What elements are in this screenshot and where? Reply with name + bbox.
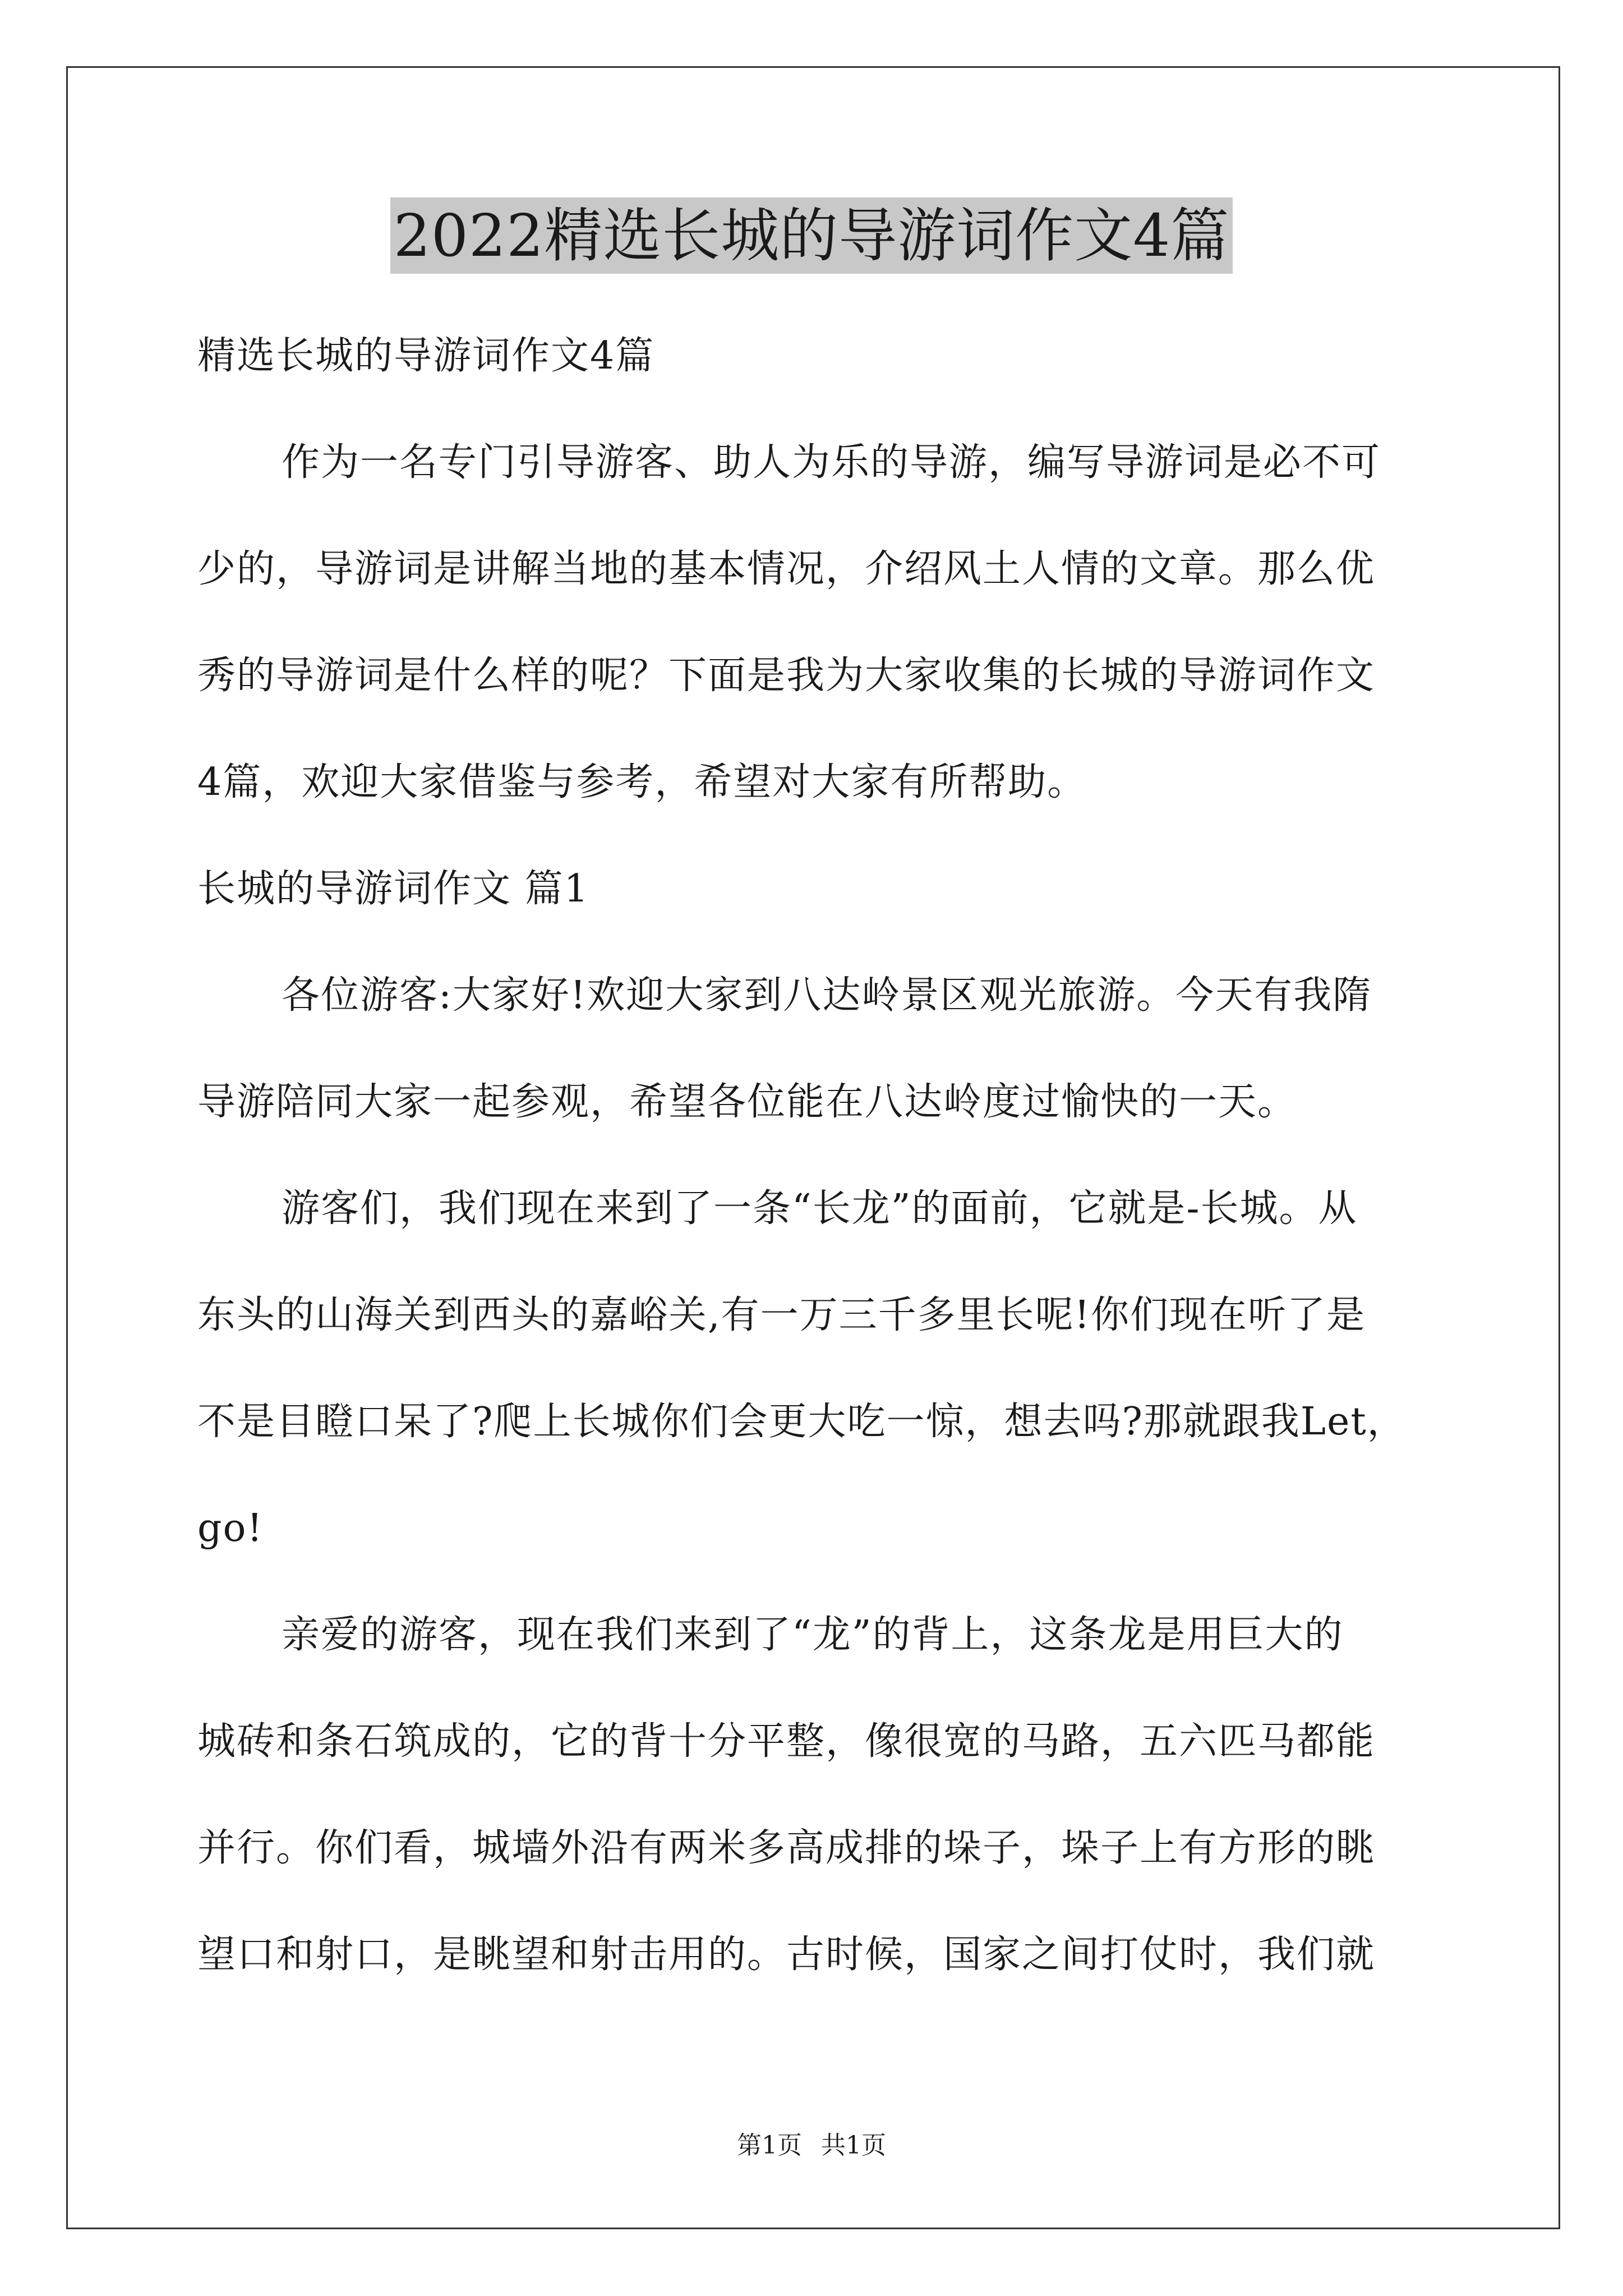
title-container xyxy=(0,197,1623,274)
page-number-total: 共1页 xyxy=(821,2131,886,2160)
text-line: 4篇，欢迎大家借鉴与参考，希望对大家有所帮助。 xyxy=(197,760,1087,804)
text-line: go! xyxy=(197,1506,264,1550)
document-title: 2022精选长城的导游词作文4篇 xyxy=(390,197,1233,274)
text-line: 东头的山海关到西头的嘉峪关,有一万三千多里长呢!你们现在听了是 xyxy=(197,1293,1366,1337)
text-line: 城砖和条石筑成的，它的背十分平整，像很宽的马路，五六匹马都能 xyxy=(197,1719,1376,1764)
text-line: 作为一名专门引导游客、助人为乐的导游，编写导游词是必不可 xyxy=(282,440,1381,485)
text-line: 精选长城的导游词作文4篇 xyxy=(197,334,655,378)
document-body xyxy=(197,303,1442,2008)
text-line: 少的，导游词是讲解当地的基本情况，介绍风土人情的文章。那么优 xyxy=(197,547,1376,591)
text-line: 不是目瞪口呆了?爬上长城你们会更大吃一惊，想去吗?那就跟我Let， xyxy=(197,1400,1407,1444)
text-line: 导游陪同大家一起参观，希望各位能在八达岭度过愉快的一天。 xyxy=(197,1080,1297,1124)
text-line: 望口和射口，是眺望和射击用的。古时候，国家之间打仗时，我们就 xyxy=(197,1932,1376,1977)
page-number-current: 第1页 xyxy=(737,2131,802,2160)
text-line: 秀的导游词是什么样的呢？下面是我为大家收集的长城的导游词作文 xyxy=(197,654,1376,698)
text-line: 长城的导游词作文 篇1 xyxy=(197,867,589,911)
text-line: 亲爱的游客，现在我们来到了“龙”的背上，这条龙是用巨大的 xyxy=(282,1613,1344,1657)
text-line: 并行。你们看，城墙外沿有两米多高成排的垛子，垛子上有方形的眺 xyxy=(197,1826,1376,1870)
text-line: 各位游客:大家好!欢迎大家到八达岭景区观光旅游。今天有我隋 xyxy=(282,973,1372,1018)
text-line: 游客们，我们现在来到了一条“长龙”的面前，它就是-长城。从 xyxy=(282,1186,1358,1231)
page-footer xyxy=(0,2129,1623,2162)
